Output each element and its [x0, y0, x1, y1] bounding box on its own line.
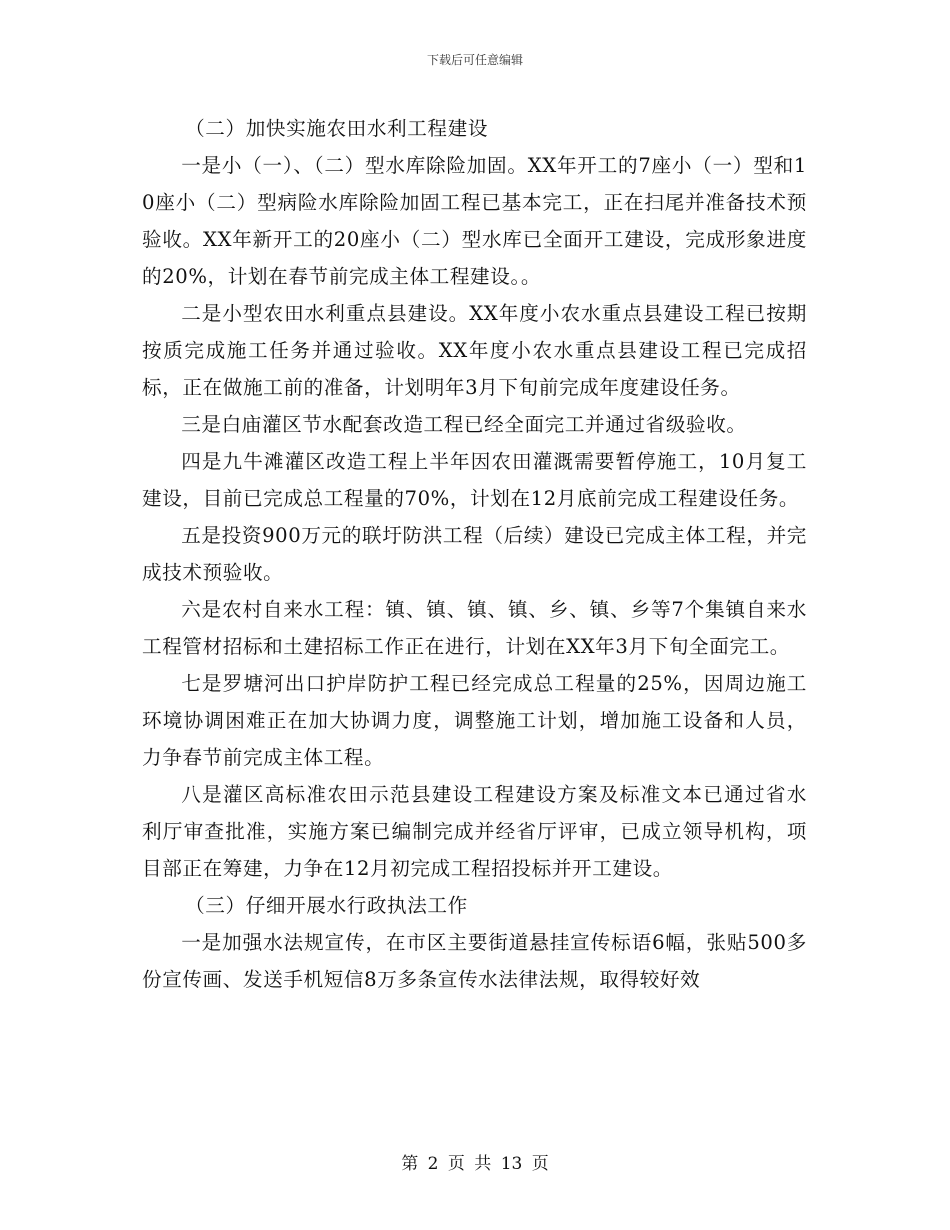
page-number-footer: 第 2 页 共 13 页 [401, 1154, 549, 1174]
section-heading: （二）加快实施农田水利工程建设 [185, 117, 489, 140]
section-heading: （三）仔细开展水行政执法工作 [185, 894, 468, 917]
paragraph: 七是罗塘河出口护岸防护工程已经完成总工程量的25%，因周边施工环境协调困难正在加大协调力度，调整施工计划，增加施工设备和人员，力争春节前完成主体工程。 [142, 672, 807, 769]
paragraph: 一是小（一）、（二）型水库除险加固。XX年开工的7座小（一）型和10座小（二）型病险水库除险加固工程已基本完工，正在扫尾并准备技术预验收。XX年新开工的20座小（二）型水库已全面开工建设，完成形象进度的20%，计划在春节前完成主体工程建设。。 [142, 154, 807, 288]
paragraph: 八是灌区高标准农田示范县建设工程建设方案及标准文本已通过省水利厅审查批准，实施方案已编制完成并经省厅评审，已成立领导机构，项目部正在筹建，力争在12月初完成工程招投标并开工建设。 [142, 783, 807, 880]
paragraph: 一是加强水法规宣传，在市区主要街道悬挂宣传标语6幅，张贴500多份宣传画、发送手机短信8万多条宣传水法律法规，取得较好效 [142, 931, 807, 991]
paragraph: 三是白庙灌区节水配套改造工程已经全面完工并通过省级验收。 [181, 413, 747, 436]
paragraph: 四是九牛滩灌区改造工程上半年因农田灌溉需要暂停施工，10月复工建设，目前已完成总工程量的70%，计划在12月底前完成工程建设任务。 [142, 450, 807, 510]
document-body [142, 110, 807, 998]
paragraph: 六是农村自来水工程：镇、镇、镇、镇、乡、镇、乡等7个集镇自来水工程管材招标和土建招标工作正在进行，计划在XX年3月下旬全面完工。 [142, 598, 807, 658]
page-header: 下载后可任意编辑 [426, 53, 523, 67]
paragraph: 二是小型农田水利重点县建设。XX年度小农水重点县建设工程已按期按质完成施工任务并通过验收。XX年度小农水重点县建设工程已完成招标，正在做施工前的准备，计划明年3月下旬前完成年度建设任务。 [142, 302, 807, 399]
paragraph: 五是投资900万元的联圩防洪工程（后续）建设已完成主体工程，并完成技术预验收。 [142, 524, 807, 584]
